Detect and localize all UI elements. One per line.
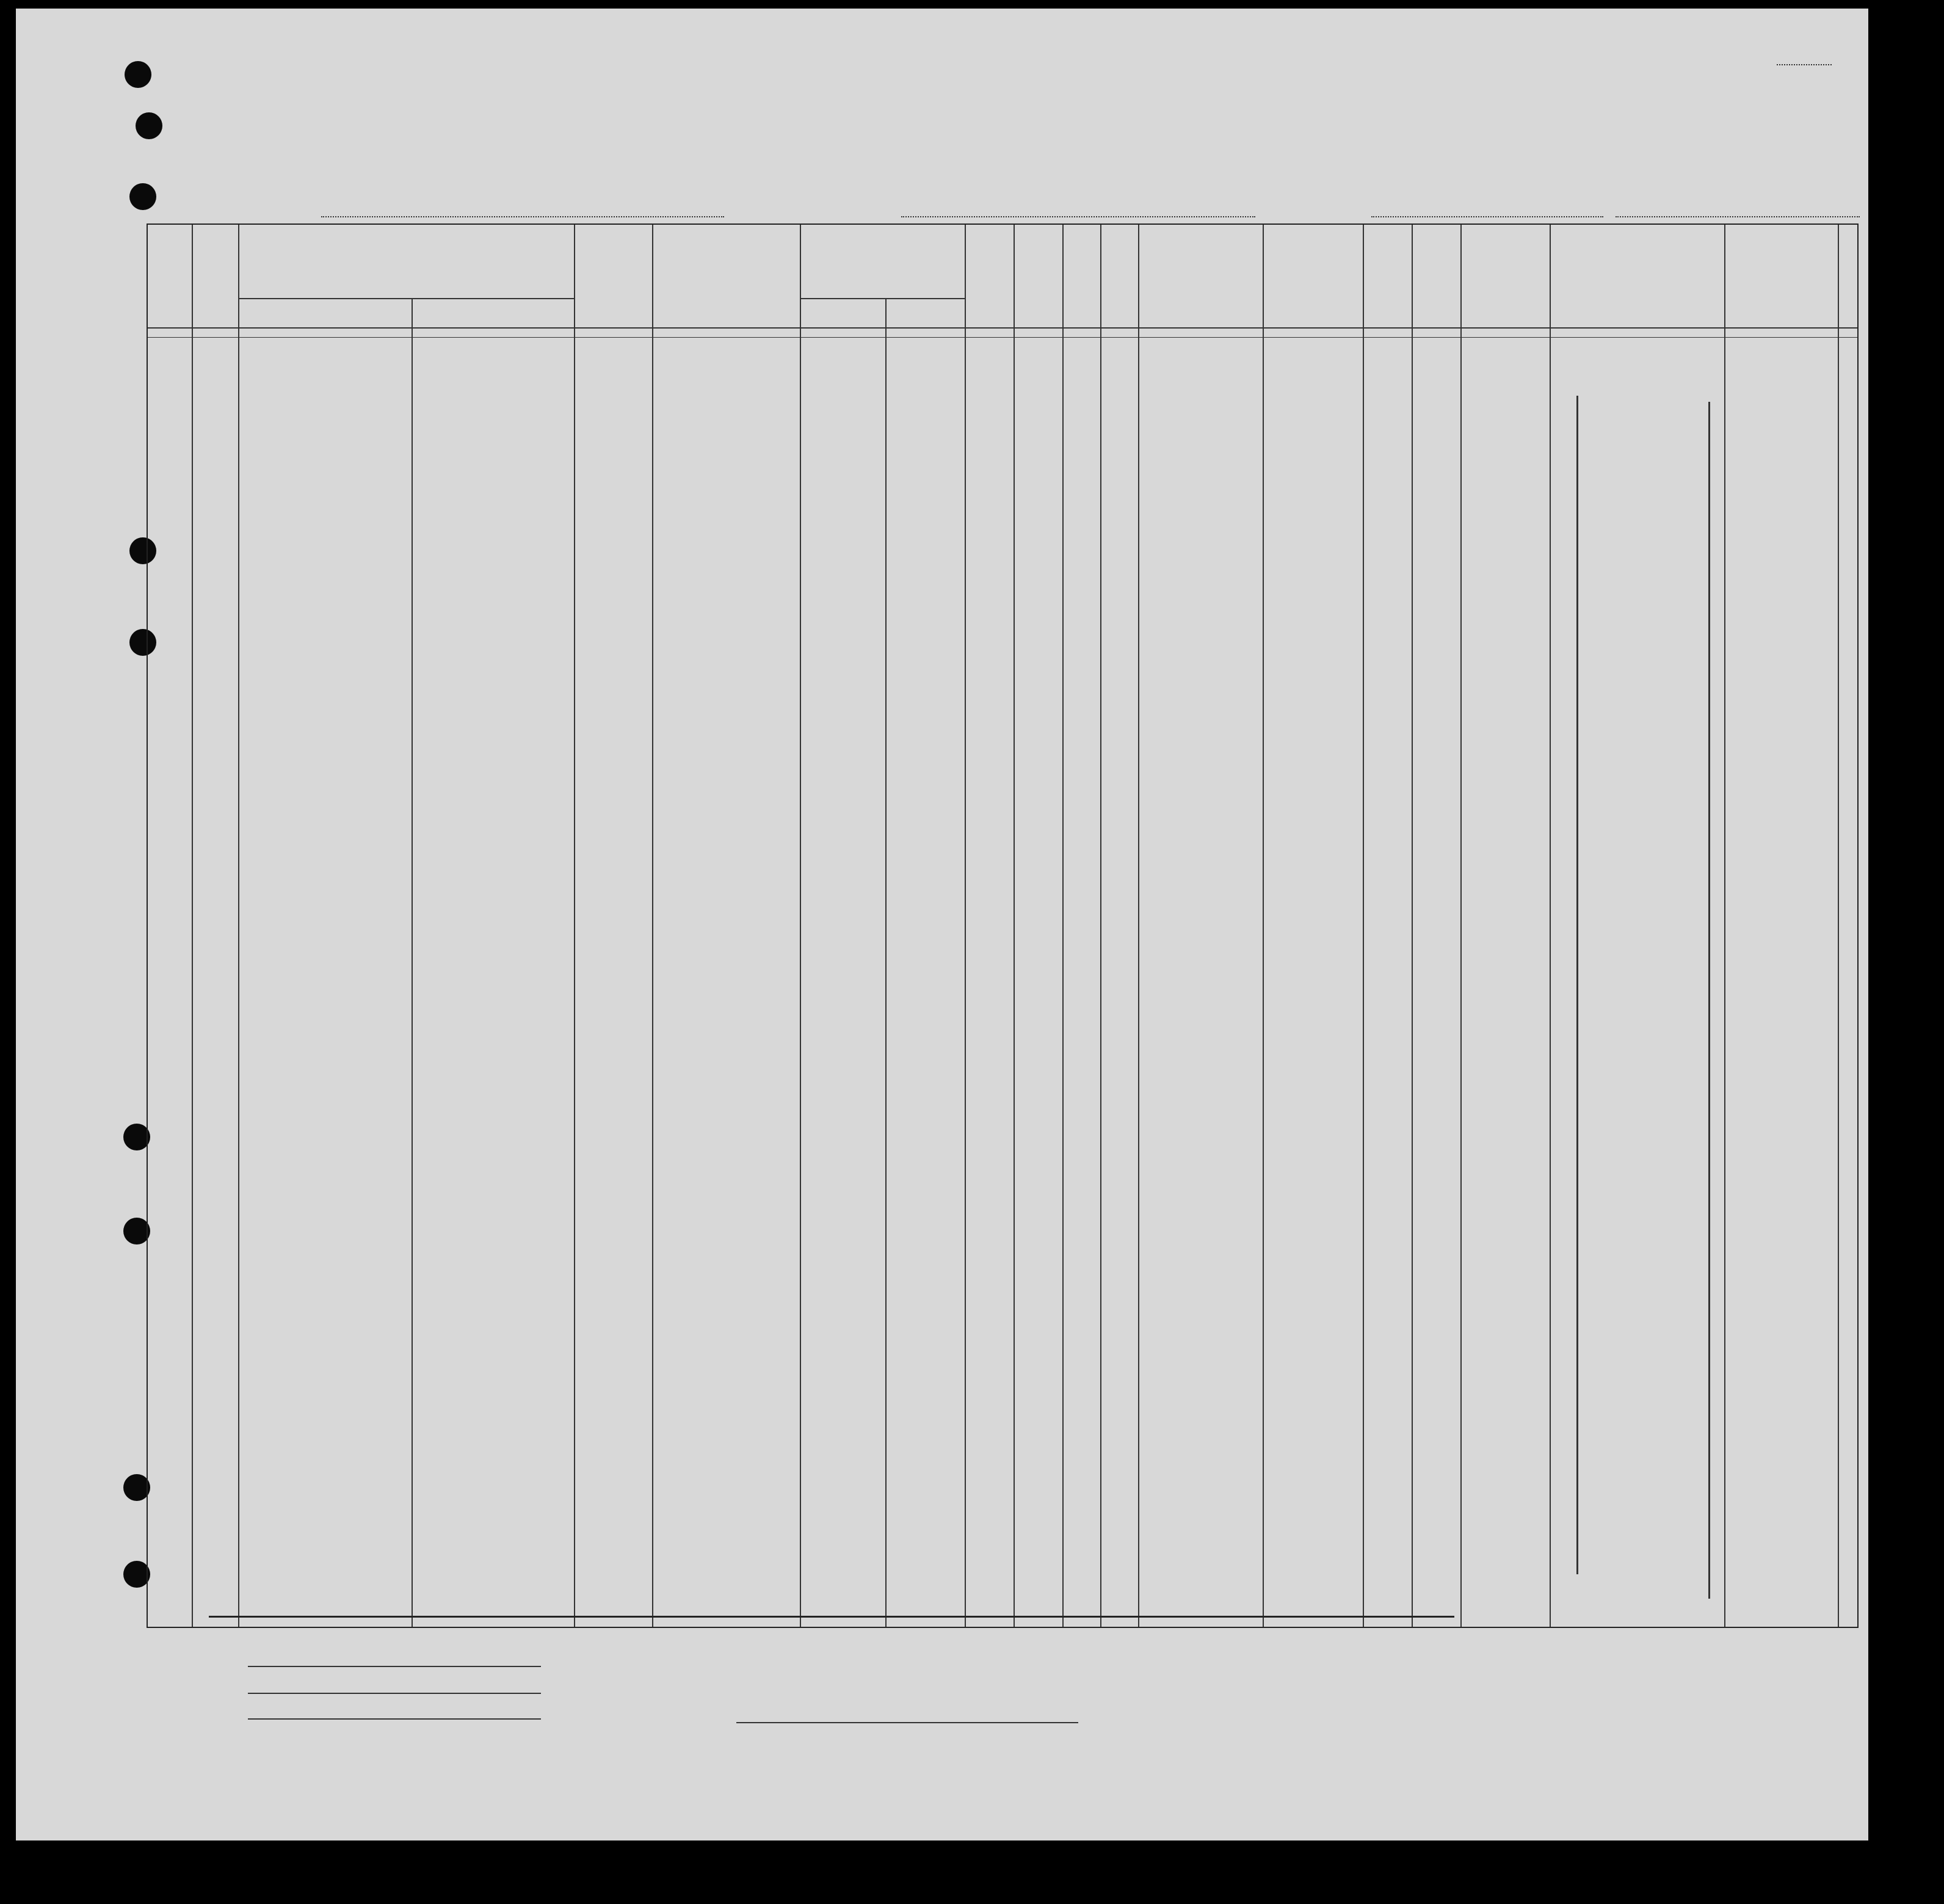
- punch-hole: [125, 61, 151, 88]
- line-value: [248, 1666, 541, 1667]
- manifest-footer: [16, 1633, 1868, 1840]
- remarks-bracket: [1708, 402, 1710, 1599]
- remarks-bracket: [1576, 396, 1578, 1574]
- end-rule: [209, 1616, 1454, 1618]
- crew-table: [147, 223, 1859, 1628]
- vessel-line: [223, 189, 1713, 220]
- manifest-page: [16, 9, 1868, 1840]
- sheet-number: [1777, 51, 1832, 70]
- sheet-value: [1777, 64, 1832, 65]
- punch-hole: [129, 183, 156, 210]
- agents-value: [248, 1718, 541, 1720]
- owners-value: [248, 1693, 541, 1694]
- punch-hole: [136, 112, 162, 139]
